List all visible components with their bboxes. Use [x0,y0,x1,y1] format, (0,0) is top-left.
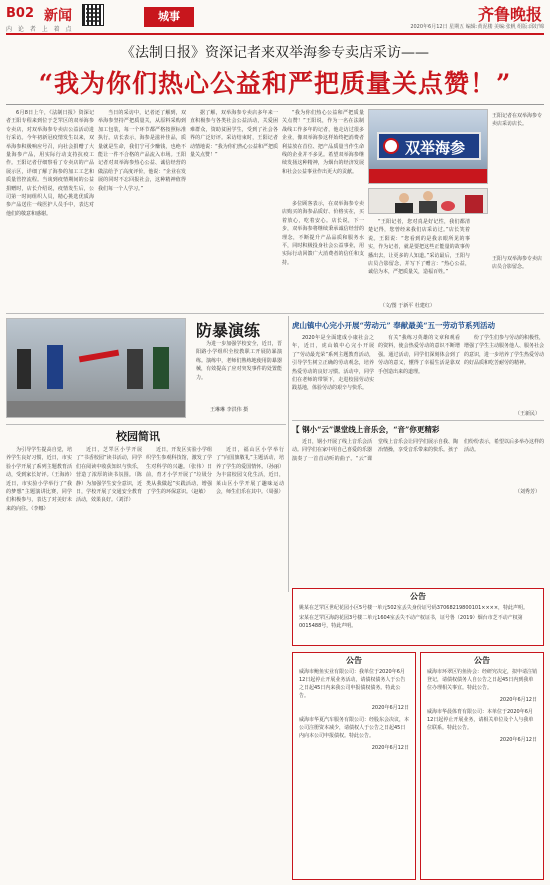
hushan-byline: （王新民） [515,411,541,417]
notice-right-date: 2020年6月12日 [499,697,537,703]
lantern-strip [369,169,488,183]
channel-tab: 城事 [144,7,194,27]
notice-right-body-2: 威海市华晨体育有限公司：本单位于2020年6月12日起停止开展业务，请相关单位及个人与我单位联系。特此公告。 [427,709,534,731]
notice-left-body-1: 威海市鲍鱼实业有限公司：我单位于2020年6月12日起停止开展业务活动，请债权债务人于公告之日起45日内来我公司申报债权债务。特此公告。 [299,669,406,699]
drill-pole [79,350,119,363]
campus-paragraph: 近日，福山区小学举行了“向国旗敬礼”主题活动，培养了学生的爱国情怀。（孙丽）为丰富校园文化生活，近日，莱山区小学开展了趣味运动会，师生们乐在其中。（周强） [216,447,284,496]
article-paragraph: “我为你们热心公益和严把质量关点赞！”王阳说，作为一名在法制战线工作多年的记者，他走访过很多企业，像双举海参这样始终把消费者利益放在首位、把产品质量当作生命线的企业并不多见。希望双举海参继续发扬这种精神，为烟台的经济发展和社会公益事业作出更大的贡献。 [282,110,364,175]
drill-byline: 王琳琳 李洪伟 摄 [210,407,249,413]
flower-bouquet [441,201,455,211]
campus-column-4 [216,446,284,882]
campus-paragraph: 近日，芝罘区小学开展了“书香校园”读书活动，同学们在阅读中收获知识与快乐，营造了浓厚的读书氛围。（陈静）为加强学生安全意识，近日，学校开展了交通安全教育活动，效果良好。（刘洋） [76,447,142,504]
notice-left-body-2: 威海市华夏汽车服务有限公司：经股东会决议，本公司注册资本减少，请债权人于公告之日起45日内向本公司申报债权。特此公告。 [299,717,410,739]
notice-left-title: 公告 [346,656,362,665]
person-figure [17,349,31,389]
shop-sign-text: 双举海参 [405,139,466,157]
notice-right [420,652,544,880]
person-head [423,191,433,201]
hushan-paragraph: 有关“我练习英雄的文章和观看的资料，使会热爱劳动的意识不断增强。通过活动，同学们深刻体会到了劳动的意义，懂得了幸福生活是靠双手创造出来的道理。 [378,335,460,375]
person-figure [153,347,169,389]
article-paragraph: 6月8日上午，《法制日报》资深记者王阳专程来到位于芝罘区的双举海参专卖店，对双举海参专卖店公益活动进行采访。今年初新冠疫情发生以来，双举海参积极响应号召，向社会捐赠了大量海参产品，用实际行动支持抗疫工作。王阳记者仔细察看了专卖店的产品展示区，详细了解了海参的加工工艺和质量管控流程。当谈到疫情期间的公益捐赠时，店长介绍说，疫情发生后，公司第一时间组织人员，精心挑选优质海参产品送往一线医护人员手中，表达对他们的敬意和感谢。 [6,110,94,217]
person-figure [127,349,143,389]
qr-code-icon [82,4,104,26]
drill-title: 防暴演练 [196,321,261,340]
photo-caption-bottom: 王阳与双举海参专卖店店员合影留念。 [492,256,542,270]
section-name: 新闻 [44,8,72,24]
drill-paragraph: 为进一步加强学校安全，近日，晋阳路小学组织全校教职工开展防暴演练。演练中，老师们熟练地使用防暴器械，有效提高了应对突发事件的处置能力。 [196,341,282,381]
article-paragraph: 当日的采访中，记者还了解到，双举海参坚持严把质量关，从原料采购到加工包装，每一个环节都严格按照标准执行。店长表示，海参是滋补佳品，质量就是生命，我们宁可少赚钱，也绝不能让一件不合格的产品流入市场。王阳记者对双举海参热心公益、诚信经营的做法给予了高度评价，他说：“企业在发展的同时不忘回报社会，这种精神值得我们每一个人学习。” [98,110,186,192]
article-paragraph: 据了解，双举海参专卖店多年来一直积极参与各类社会公益活动，关爱困难群众，资助贫困学生，受到了社会各界的广泛好评。采访结束时，王阳记者动情地说：“我为你们热心公益和严把质量关点赞！” [190,110,278,159]
notice-right-title: 公告 [474,656,490,665]
article-column-2 [98,109,186,309]
ground [7,401,186,417]
notice-left-date: 2020年6月12日 [371,705,409,711]
hushan-column-2 [378,334,460,418]
article-headline: “我为你们热心公益和严把质量关点赞！” [38,69,512,98]
lost-notice-title: 公告 [410,592,426,601]
campus-paragraph: 为引导学生提高自觉，培养学生良好习惯，近日，市实验小学开展了系列主题教育活动，受到家长好评。（王海涛）近日，市实验小学举行了“我的梦想”主题演讲比赛，同学们积极参与，表达了对美好未来的向往。（李娜） [6,447,72,512]
person-body [395,203,413,214]
shop-sign [377,132,481,160]
headline-rule [6,104,544,105]
lost-notice-body-2: 宋某在芝罘区海韵花园3号楼二单元1604室丢失不动产权证书，证号鲁（2019）烟台市芝不动产权第0015488号，特此声明。 [299,615,523,629]
hushan-column-3 [464,334,544,410]
notice-left-date-2: 2020年6月12日 [371,745,409,751]
banner [465,195,483,213]
drill-body [196,340,282,404]
photo-caption-top: 王阳记者在双举海参专卖店采访店长。 [492,113,542,127]
person-head [399,193,409,203]
hushan-title: 虎山镇中心完小开展“劳动元” 奉献最美“五一劳动节系列活动 [292,321,496,330]
drill-photo [6,318,186,418]
notice-left [292,652,416,880]
section-divider [6,424,286,425]
concert-paragraph: 近日，钢小开展了线上音乐会活动。同学们在家中用自己喜爱的乐器演奏了一首首动听的曲子。“云”课堂线上音乐会让同学们展示自我、陶冶情操，享受音乐带来的快乐。孩子们纷纷表示，希望以后多举办这样的活动。 [292,439,544,462]
person-figure [47,345,63,389]
slogan: 内 论 者 上 着 点 [6,26,74,33]
notice-right-date-2: 2020年6月12日 [499,737,537,743]
article-column-5 [282,200,364,300]
shop-photo [368,109,488,184]
article-paragraph: “王阳记者，您对真是好记性，我们都清楚记得，您曾经来我们店采访过。”店长笑着说。王阳说：“您看到的是我亲眼所见的事实，作为记者，就是要把这些正能量的故事传播出去，让更多的人知道。”采访最后，王阳与店员合影留念，并写下了赠言：“热心公益，诚信为本，严把质量关，造福百姓。” [368,219,470,276]
article-column-6 [368,218,470,310]
hushan-paragraph: 纷了学生们参与劳动的积极性，增强了学生主动服务他人、服务社会的意识，进一步培养了学生热爱劳动的好品质和吃苦耐劳的精神。 [464,335,544,367]
person-body [419,201,437,214]
issue-meta: 2020年6月12日 星期五 编辑:黄泥楼 美编:张帆 组版:邱好锦 [410,24,544,30]
page-number: B02 [6,6,34,21]
lost-notice-body: 姚某在芝罘区世纪花园小区5号楼一单元502室丢失身份证号码37068219800101××××，特此声明。 [299,605,529,611]
group-photo [368,188,488,214]
notice-right-body-1: 威海市环翠区钓鱼协会：经研究决定，拟申请注销登记，请债权债务人自公告之日起45日内到我单位办理相关事宜。特此公告。 [427,669,538,691]
campus-column-2 [76,446,142,882]
article-byline: （文/图 于新平 杜建红） [380,303,435,309]
paper-logo: 齐鲁晚报 [477,5,542,24]
hushan-paragraph: 2020年是全面建成小康社会之年，近日，虎山镇中心完小开展了“劳动最光荣”系列主题教育活动，引导学生树立正确的劳动观念，培养热爱劳动的良好习惯。活动中，同学们在老师的带领下，走进校园劳动实践基地，体验劳动的艰辛与快乐。 [292,335,374,392]
campus-title: 校园简讯 [116,430,160,443]
campus-column-3 [146,446,212,882]
concert-title: 【 钢小“云”课堂线上音乐会，“音”你更精彩 [292,425,440,434]
article-paragraph: 多位顾客表示，在双举海参专卖店购买的海参品质好、价格实在，买着放心，吃着安心。店长说，下一步，双举海参将继续秉承诚信经营的理念，不断提升产品品质和服务水平，同时积极投身社会公益事业，用实际行动回馈广大消费者的信任和支持。 [282,201,364,266]
concert-body [292,438,544,488]
masthead [0,0,550,34]
section-divider [292,420,544,421]
section-divider [6,313,544,314]
campus-column-1 [6,446,72,882]
masthead-rule [6,33,544,35]
article-column-3 [190,109,278,309]
lost-notice [292,588,544,646]
shop-logo-icon [383,138,399,154]
campus-paragraph: 近日，开发区实验小学组织学生参观科技馆，激发了学生对科学的兴趣。（张伟）日前，育才小学开展了“垃圾分类从我做起”实践活动，增强了学生的环保意识。（赵敏） [146,447,212,496]
article-column-1 [6,109,94,309]
article-kicker: 《法制日报》资深记者来双举海参专卖店采访—— [121,45,429,61]
concert-byline: （刘秀芳） [515,489,541,495]
column-divider [288,316,289,592]
hushan-column-1 [292,334,374,418]
